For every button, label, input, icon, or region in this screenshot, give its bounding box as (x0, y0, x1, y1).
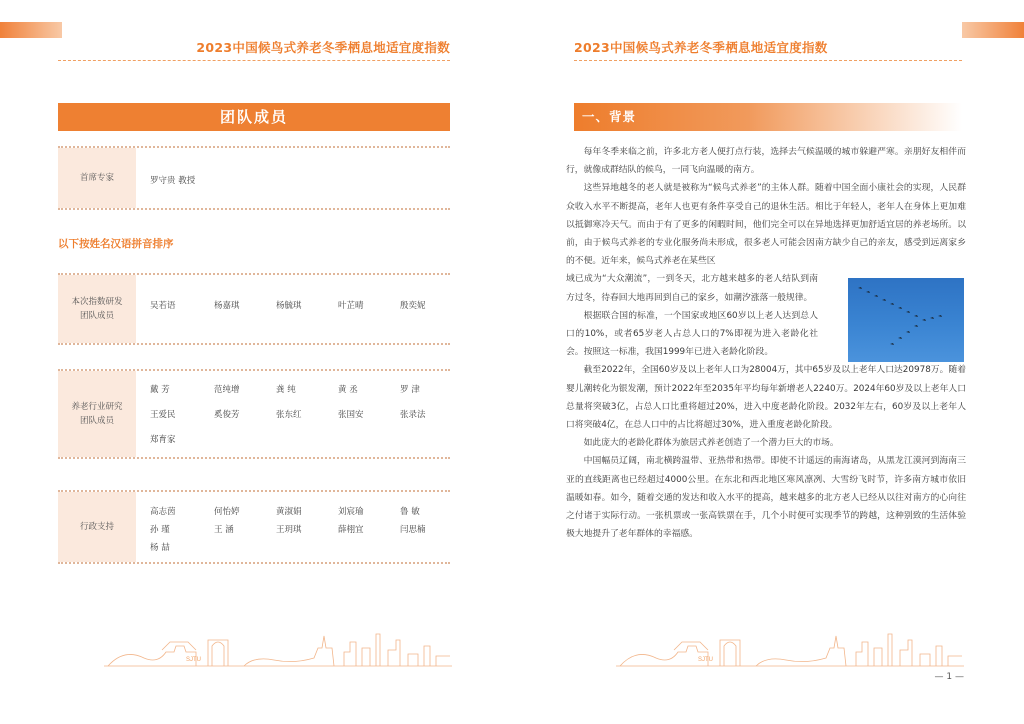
skyline-illustration (616, 628, 964, 668)
section-title-banner: 一、背景 (574, 103, 962, 131)
paragraph: 每年冬季来临之前，许多北方老人便打点行装，选择去气候温暖的城市躲避严寒。亲朋好友相伴而行，就像成群结队的候鸟，一同飞向温暖的南方。 (566, 147, 966, 176)
member-name: 郑育家 (150, 435, 176, 445)
paragraph: 根据联合国的标准，一个国家或地区60岁以上老人达到总人口的10%，或者65岁老人占总人口的7%即视为进入老龄化社会。按照这一标准，我国1999年已进入老龄化阶段。 (566, 310, 818, 358)
member-name: 杨嘉琪 (214, 301, 240, 311)
member-name: 戴 芳 (150, 385, 170, 395)
admin-support-label: 行政支持 (58, 492, 136, 562)
paragraph: 中国幅员辽阔，南北横跨温带、亚热带和热带。即使不计遥远的南海诸岛，从黑龙江漠河到海南三亚的直线距离也已经超过4000公里。在东北和西北地区寒风凛冽、大雪纷飞时节，许多南方城市依旧温暖如春。如今，随着交通的发达和收入水平的提高，越来越多的北方老人已经从以往对南方的心向往之付诸于实际行动。一张机票或一张高铁票在手，几个小时便可实现季节的跨越，这种别致的生活体验极大地提升了老年群体的幸福感。 (566, 456, 966, 540)
member-name: 殷奕妮 (400, 301, 426, 311)
header-divider (58, 60, 450, 61)
member-name: 孙 瑾 (150, 525, 170, 535)
member-name: 黄淑娟 (276, 507, 302, 517)
research-team-label: 本次指数研发 团队成员 (58, 275, 136, 343)
corner-tab (0, 22, 62, 38)
industry-team-label: 养老行业研究 团队成员 (58, 371, 136, 457)
member-name: 龚 纯 (276, 385, 296, 395)
running-title: 2023中国候鸟式养老冬季栖息地适宜度指数 (574, 40, 828, 55)
member-name: 刘宸瑜 (338, 507, 364, 517)
migrating-birds-photo (848, 278, 964, 362)
page-number: — 1 — (934, 672, 964, 682)
member-name: 王 涵 (214, 525, 234, 535)
member-name: 闫思楠 (400, 525, 426, 535)
paragraph: 如此庞大的老龄化群体为旅居式养老创造了一个潜力巨大的市场。 (583, 438, 839, 449)
logo-text: SJTU (698, 657, 713, 663)
member-name: 范纯增 (214, 385, 240, 395)
logo-text: SJTU (186, 657, 201, 663)
member-name: 张录法 (400, 410, 426, 420)
paragraph: 这些异地越冬的老人就是被称为“候鸟式养老”的主体人群。随着中国全面小康社会的实现，人民群众收入水平不断提高，老年人也更有条件享受自己的退休生活。相比于年轻人，老年人在身体上更加难以抵御寒冷天气。而由于有了更多的闲暇时间，他们完全可以在异地选择更加舒适宜居的养老场所。以前，由于候鸟式养老的专业化服务尚未形成，很多老人可能会因南方缺少自己的亲友，感受到远离家乡的不便。近年来，候鸟式养老在某些区 (566, 183, 966, 267)
member-name: 罗 津 (400, 385, 420, 395)
chief-expert-block (58, 146, 450, 210)
member-name: 张国安 (338, 410, 364, 420)
paragraph: 域已成为“大众潮流”，一到冬天，北方越来越多的老人结队到南方过冬，待春回大地再回到自己的家乡，如潮汐涨落一般规律。 (566, 274, 818, 303)
chief-expert-label: 首席专家 (58, 148, 136, 208)
member-name: 高志茵 (150, 507, 176, 517)
header-divider (574, 60, 962, 61)
member-name: 何怡婷 (214, 507, 240, 517)
member-name: 薛栩宜 (338, 525, 364, 535)
admin-support-block (58, 490, 450, 564)
member-name: 王爱民 (150, 410, 176, 420)
sort-note: 以下按姓名汉语拼音排序 (58, 238, 174, 250)
member-name: 吴若语 (150, 301, 176, 311)
member-name: 黄 丞 (338, 385, 358, 395)
corner-tab (962, 22, 1024, 38)
member-name: 罗守贵 教授 (150, 176, 196, 186)
team-members-banner: 团队成员 (58, 103, 450, 131)
right-page (512, 0, 1024, 724)
member-name: 杨 喆 (150, 543, 170, 553)
skyline-illustration (104, 628, 452, 668)
bird-flock-image (848, 278, 964, 362)
member-name: 叶芷晴 (338, 301, 364, 311)
member-name: 张东红 (276, 410, 302, 420)
research-team-block (58, 273, 450, 345)
member-name: 奚俊芳 (214, 410, 240, 420)
paragraph: 截至2022年，全国60岁及以上老年人口为28004万，其中65岁及以上老年人口达20978万。随着婴儿潮转化为银发潮，预计2022年至2035年平均每年新增老人2240万。2024年60岁及以上老年人口总量将突破3亿，占总人口比重将超过20%，进入中度老龄化阶段。2032年左右，60岁及以上老年人口将突破4亿，在总人口中的占比将超过30%，进入重度老龄化阶段。 (566, 365, 966, 431)
member-name: 杨毓琪 (276, 301, 302, 311)
member-name: 鲁 敏 (400, 507, 420, 517)
industry-team-block (58, 369, 450, 459)
running-title: 2023中国候鸟式养老冬季栖息地适宜度指数 (196, 40, 450, 55)
member-name: 王玥琪 (276, 525, 302, 535)
